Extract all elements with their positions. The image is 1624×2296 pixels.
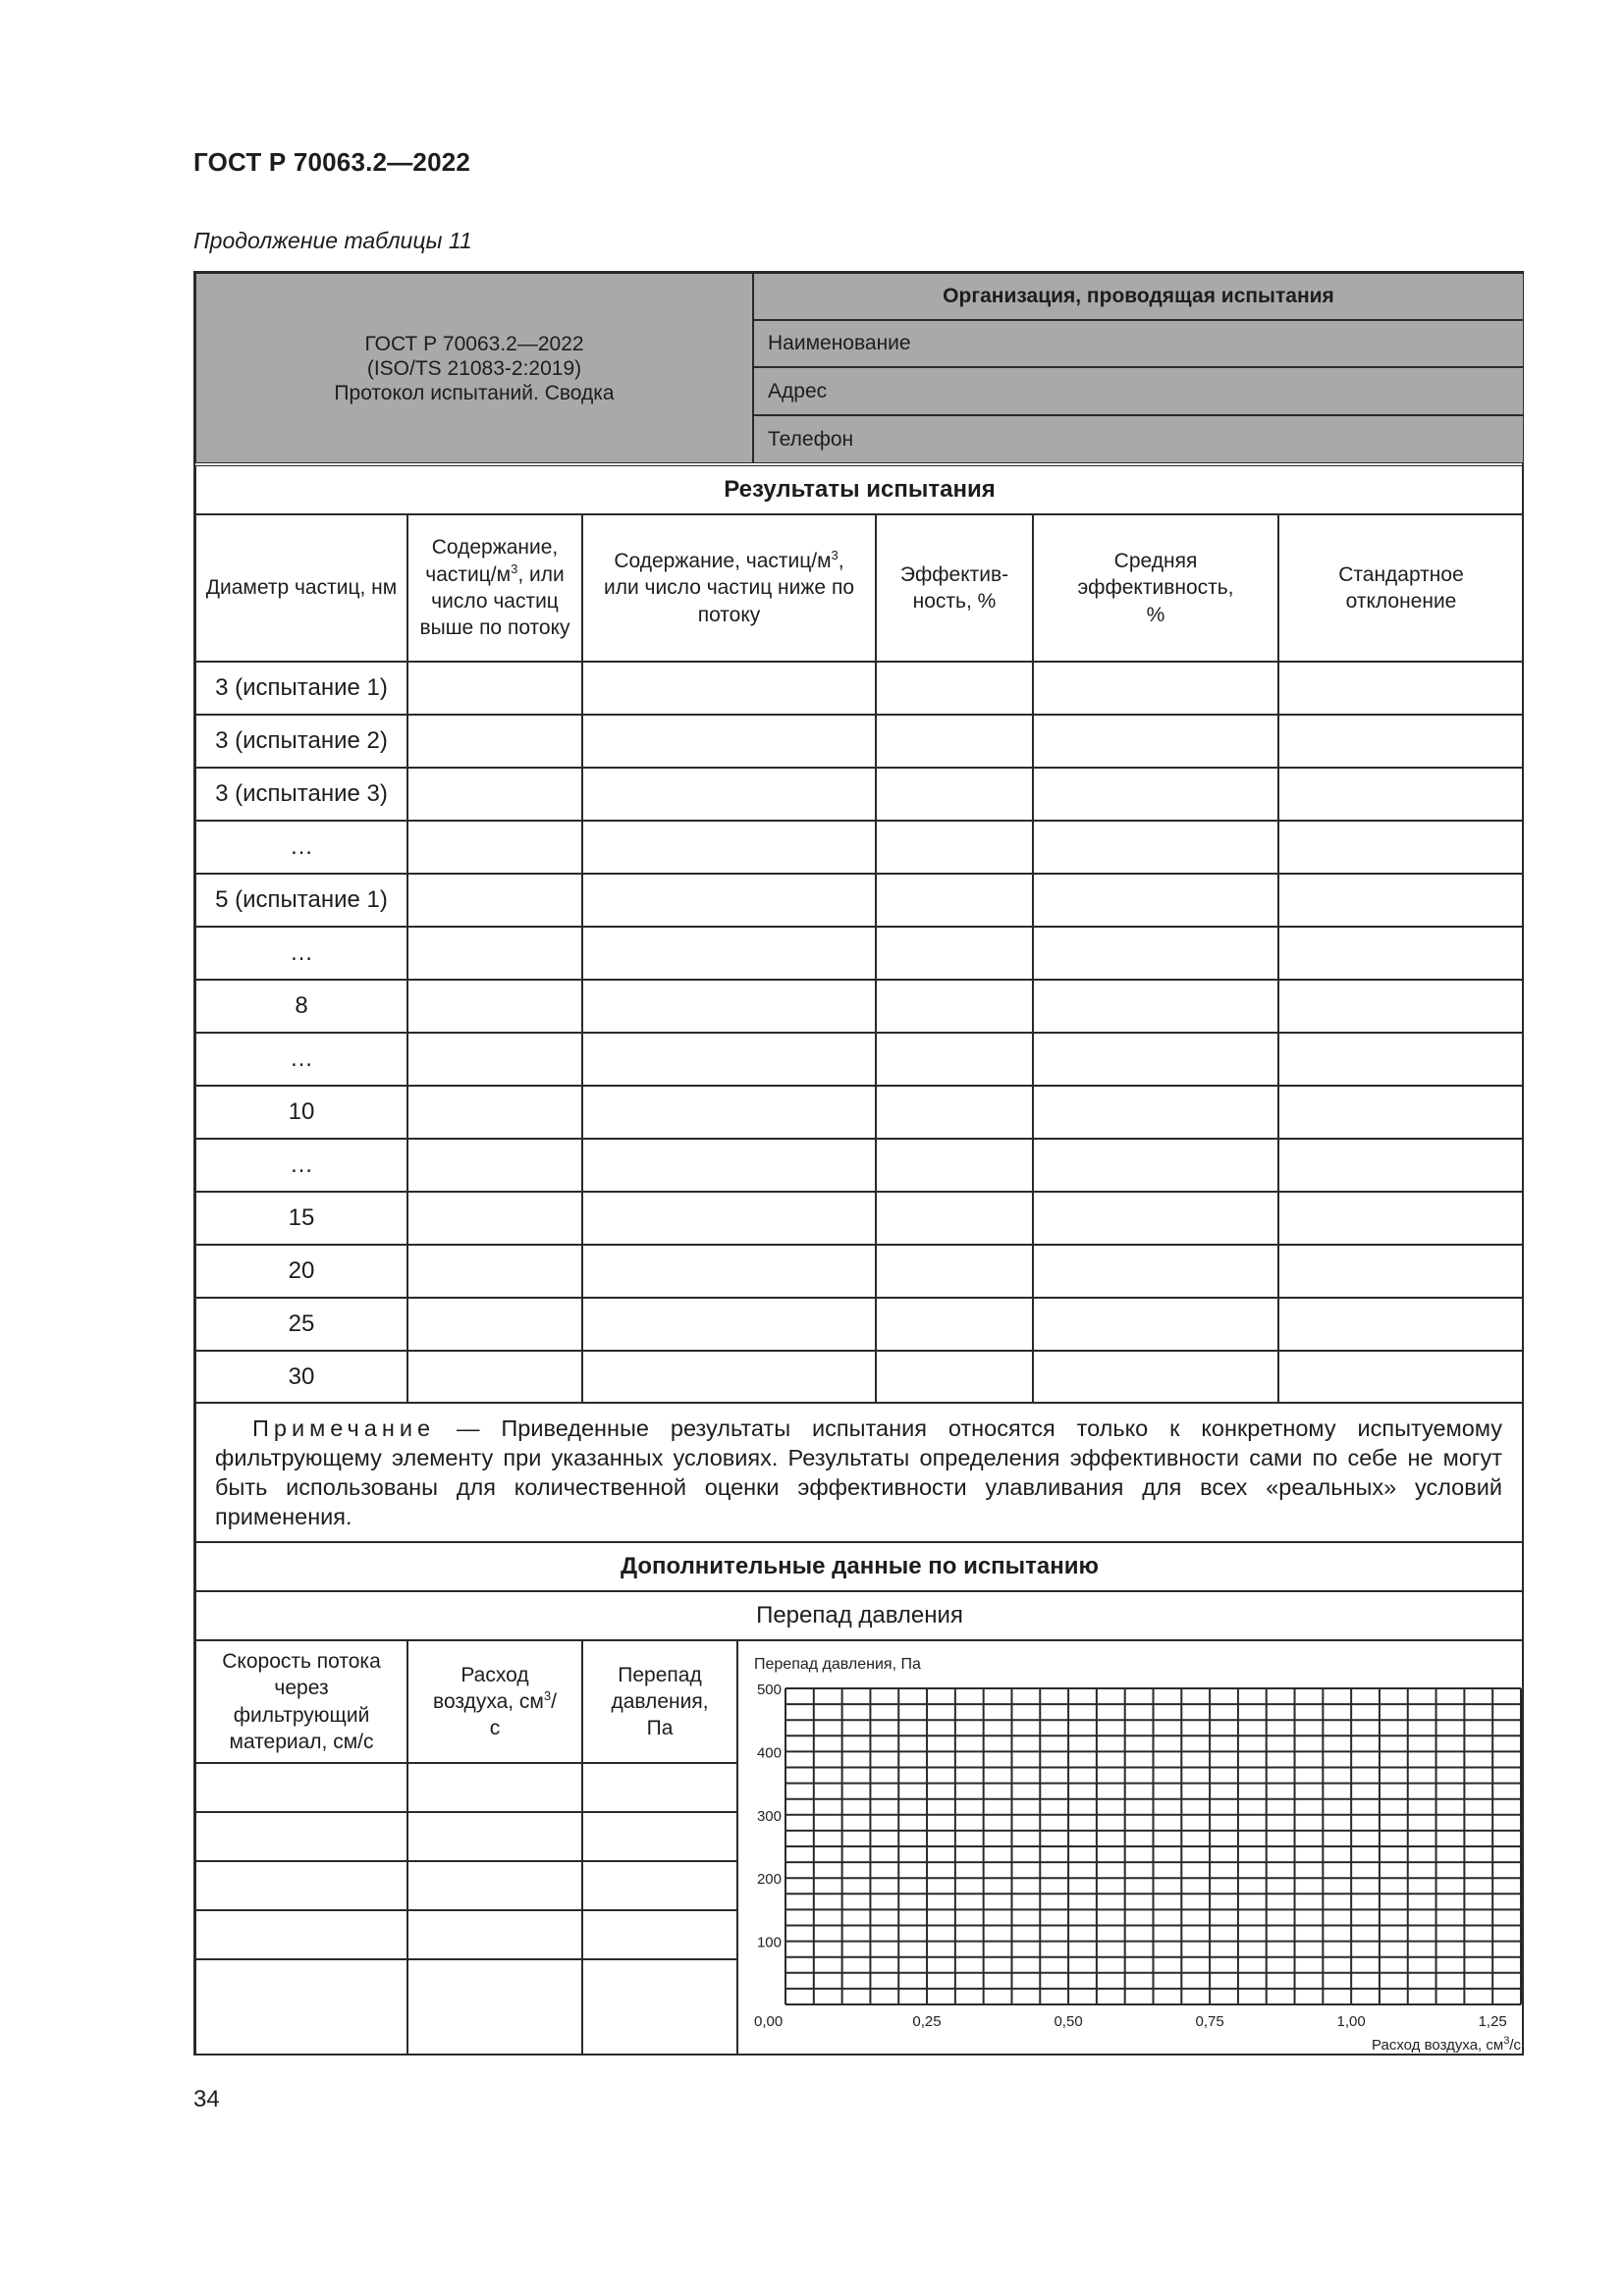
- col-header-efficiency-text: Эффектив-ность, %: [899, 562, 1009, 613]
- results-data-cell[interactable]: [582, 874, 876, 927]
- results-data-cell[interactable]: [876, 980, 1033, 1033]
- results-data-cell[interactable]: [407, 1351, 582, 1404]
- results-row-label-cell: [195, 980, 407, 1033]
- results-row-label: 3 (испытание 2): [215, 727, 388, 755]
- results-data-cell[interactable]: [876, 715, 1033, 768]
- results-row-label-cell: [195, 1139, 407, 1192]
- results-data-cell[interactable]: [582, 927, 876, 980]
- protocol-iso-ref: (ISO/TS 21083-2:2019): [366, 356, 582, 380]
- results-data-cell[interactable]: [1033, 1245, 1278, 1298]
- results-data-cell[interactable]: [876, 768, 1033, 821]
- results-data-cell[interactable]: [1278, 1298, 1524, 1351]
- results-data-cell[interactable]: [407, 980, 582, 1033]
- results-row-label-cell: [195, 1298, 407, 1351]
- additional-data-cell[interactable]: [195, 1910, 407, 1959]
- results-data-cell[interactable]: [407, 1192, 582, 1245]
- protocol-standard: ГОСТ Р 70063.2—2022: [364, 332, 584, 355]
- org-address-label: Адрес: [768, 379, 828, 402]
- results-data-cell[interactable]: [876, 1033, 1033, 1086]
- results-data-cell[interactable]: [876, 1192, 1033, 1245]
- results-data-cell[interactable]: [1278, 1139, 1524, 1192]
- results-row-label-cell: [195, 1086, 407, 1139]
- results-row-label: 8: [295, 992, 308, 1020]
- results-data-cell[interactable]: [582, 1351, 876, 1404]
- additional-title: Дополнительные данные по испытанию: [620, 1553, 1100, 1580]
- results-data-cell[interactable]: [876, 821, 1033, 874]
- results-row-label: 25: [288, 1310, 315, 1338]
- results-data-cell[interactable]: [1278, 821, 1524, 874]
- results-data-cell[interactable]: [407, 821, 582, 874]
- col-header-efficiency: [876, 514, 1033, 662]
- col-header-air-flow-text: Расход воздуха, $см^3/с$: [433, 1663, 557, 1740]
- results-data-cell[interactable]: [1278, 1086, 1524, 1139]
- chart-x-tick-label: 0,25: [912, 2013, 942, 2030]
- organization-title: Организация, проводящая испытания: [943, 285, 1334, 308]
- results-data-cell[interactable]: [1278, 1245, 1524, 1298]
- results-data-cell[interactable]: [407, 662, 582, 715]
- results-row-label-cell: [195, 1245, 407, 1298]
- note-text: [215, 1414, 1502, 1531]
- results-data-cell[interactable]: [582, 1139, 876, 1192]
- results-data-cell[interactable]: [1033, 662, 1278, 715]
- results-data-cell[interactable]: [1033, 874, 1278, 927]
- results-data-cell[interactable]: [582, 662, 876, 715]
- results-data-cell[interactable]: [1033, 1086, 1278, 1139]
- col-header-upstream: [407, 514, 582, 662]
- additional-data-cell[interactable]: [582, 1812, 737, 1861]
- results-data-cell[interactable]: [876, 1139, 1033, 1192]
- col-header-flow-velocity: [195, 1640, 407, 1763]
- additional-data-cell[interactable]: [582, 1763, 737, 1812]
- results-data-cell[interactable]: [1278, 874, 1524, 927]
- chart-y-tick-label: 500: [756, 1682, 782, 1698]
- col-header-air-flow: [407, 1640, 582, 1763]
- additional-data-cell[interactable]: [407, 1812, 582, 1861]
- results-data-cell[interactable]: [582, 1192, 876, 1245]
- results-data-cell[interactable]: [407, 1086, 582, 1139]
- results-data-cell[interactable]: [1278, 1192, 1524, 1245]
- results-data-cell[interactable]: [407, 715, 582, 768]
- col-header-mean-efficiency: [1033, 514, 1278, 662]
- col-header-downstream: [582, 514, 876, 662]
- results-row-label-cell: [195, 927, 407, 980]
- protocol-form: [193, 271, 1524, 2056]
- chart-x-tick-label: 0,00: [754, 2013, 784, 2030]
- results-row-label: …: [290, 1151, 313, 1179]
- results-row-label: 10: [288, 1098, 315, 1126]
- results-data-cell[interactable]: [1278, 927, 1524, 980]
- results-row-label-cell: [195, 1033, 407, 1086]
- results-data-cell[interactable]: [407, 768, 582, 821]
- col-header-diameter: [195, 514, 407, 662]
- additional-data-cell[interactable]: [582, 1910, 737, 1959]
- results-row-label: 3 (испытание 1): [215, 674, 388, 702]
- col-header-downstream-text: Содержание, частиц/$м^3$, или число частиц ниже по потоку: [604, 548, 854, 626]
- results-row-label-cell: [195, 874, 407, 927]
- results-data-cell[interactable]: [407, 927, 582, 980]
- col-header-mean-efficiency-text: Средняя эффективность, %: [1077, 550, 1234, 626]
- chart-y-tick-label: 300: [756, 1807, 782, 1825]
- results-title: Результаты испытания: [724, 476, 996, 504]
- results-row-label: …: [290, 939, 313, 967]
- pressure-drop-subtitle: Перепад давления: [756, 1602, 963, 1629]
- pressure-drop-subtitle-cell: [195, 1591, 1524, 1640]
- results-data-cell[interactable]: [1278, 1351, 1524, 1404]
- results-data-cell[interactable]: [1033, 1351, 1278, 1404]
- results-row-label: 3 (испытание 3): [215, 780, 388, 808]
- additional-title-cell: [195, 1542, 1524, 1591]
- results-data-cell[interactable]: [1278, 980, 1524, 1033]
- results-row-label-cell: [195, 1192, 407, 1245]
- protocol-title-box: [195, 273, 753, 463]
- col-header-upstream-text: Содержание, частиц/$м^3$, или число частиц выше по потоку: [419, 536, 570, 640]
- results-data-cell[interactable]: [407, 874, 582, 927]
- results-data-cell[interactable]: [407, 1139, 582, 1192]
- org-phone-label: Телефон: [768, 427, 854, 451]
- page-number: 34: [193, 2086, 220, 2112]
- col-header-flow-velocity-text: Скорость потока через фильтрующий материал, см/с: [222, 1649, 381, 1753]
- results-data-cell[interactable]: [876, 1351, 1033, 1404]
- results-data-cell[interactable]: [582, 1298, 876, 1351]
- additional-data-cell[interactable]: [582, 1959, 737, 2056]
- results-data-cell[interactable]: [582, 980, 876, 1033]
- results-row-label: 30: [288, 1363, 315, 1391]
- results-data-cell[interactable]: [876, 874, 1033, 927]
- results-data-cell[interactable]: [876, 662, 1033, 715]
- chart-x-tick-label: 0,75: [1195, 2013, 1224, 2030]
- results-data-cell[interactable]: [1033, 927, 1278, 980]
- note-body: — Приведенные результаты испытания относятся только к конкретному испытуемому фильтрующему элементу при указанных условиях. Результаты определения эффективности сами по себе не могут быть использованы для количественной оценки эффективности улавливания для всех «реальных» условий применения.: [215, 1415, 1502, 1529]
- results-row-label: 5 (испытание 1): [215, 886, 388, 914]
- results-row-label-cell: [195, 1351, 407, 1404]
- additional-data-cell[interactable]: [195, 1763, 407, 1812]
- results-row-label-cell: [195, 662, 407, 715]
- results-data-cell[interactable]: [1278, 768, 1524, 821]
- additional-data-cell[interactable]: [407, 1861, 582, 1910]
- document-header: ГОСТ Р 70063.2—2022: [193, 147, 471, 177]
- results-data-cell[interactable]: [876, 927, 1033, 980]
- org-phone-field[interactable]: [753, 415, 1524, 463]
- chart-x-tick-label: 1,00: [1336, 2013, 1366, 2030]
- results-row-label: …: [290, 1045, 313, 1073]
- org-address-field[interactable]: [753, 367, 1524, 415]
- results-data-cell[interactable]: [582, 715, 876, 768]
- results-data-cell[interactable]: [1033, 1298, 1278, 1351]
- results-data-cell[interactable]: [876, 1245, 1033, 1298]
- col-header-pressure-drop: [582, 1640, 737, 1763]
- results-data-cell[interactable]: [1278, 715, 1524, 768]
- results-row-label: 15: [288, 1204, 315, 1232]
- chart-x-tick-label: 0,50: [1054, 2013, 1083, 2030]
- note-label: Примечание: [252, 1415, 436, 1441]
- results-data-cell[interactable]: [876, 1086, 1033, 1139]
- protocol-title: Протокол испытаний. Сводка: [334, 381, 615, 404]
- org-name-field[interactable]: [753, 320, 1524, 367]
- additional-data-cell[interactable]: [407, 1763, 582, 1812]
- chart-x-axis-label: Расход воздуха, $см^3/с$: [1371, 2035, 1521, 2054]
- chart-y-axis-label: Перепад давления, Па: [754, 1656, 921, 1673]
- results-data-cell[interactable]: [1033, 1192, 1278, 1245]
- results-row-label-cell: [195, 821, 407, 874]
- pressure-drop-chart: [738, 1641, 1525, 2056]
- additional-data-cell[interactable]: [582, 1861, 737, 1910]
- results-data-cell[interactable]: [1278, 662, 1524, 715]
- results-data-cell[interactable]: [582, 1245, 876, 1298]
- chart-y-tick-label: 400: [756, 1744, 782, 1762]
- results-title-cell: [195, 465, 1524, 514]
- col-header-diameter-text: Диаметр частиц, нм: [205, 576, 398, 600]
- results-data-cell[interactable]: [1033, 1033, 1278, 1086]
- results-data-cell[interactable]: [407, 1298, 582, 1351]
- results-data-cell[interactable]: [582, 1033, 876, 1086]
- additional-data-cell[interactable]: [407, 1910, 582, 1959]
- results-data-cell[interactable]: [407, 1245, 582, 1298]
- col-header-std-dev: [1278, 514, 1524, 662]
- results-data-cell[interactable]: [1033, 715, 1278, 768]
- results-data-cell[interactable]: [1033, 821, 1278, 874]
- pressure-chart-panel: [737, 1640, 1524, 2056]
- results-row-label-cell: [195, 715, 407, 768]
- org-name-label: Наименование: [768, 332, 911, 354]
- results-data-cell[interactable]: [582, 1086, 876, 1139]
- results-row-label: 20: [288, 1257, 315, 1285]
- chart-y-tick-label: 200: [756, 1871, 782, 1889]
- additional-data-cell[interactable]: [195, 1861, 407, 1910]
- results-data-cell[interactable]: [407, 1033, 582, 1086]
- additional-data-cell[interactable]: [195, 1959, 407, 2056]
- organization-title-cell: [753, 273, 1524, 320]
- results-data-cell[interactable]: [1033, 1139, 1278, 1192]
- results-data-cell[interactable]: [876, 1298, 1033, 1351]
- additional-data-cell[interactable]: [195, 1812, 407, 1861]
- results-data-cell[interactable]: [1033, 768, 1278, 821]
- col-header-std-dev-text: Стандартное отклонение: [1338, 562, 1464, 613]
- results-data-cell[interactable]: [1033, 980, 1278, 1033]
- results-data-cell[interactable]: [582, 768, 876, 821]
- chart-x-tick-label: 1,25: [1478, 2013, 1507, 2030]
- additional-data-cell[interactable]: [407, 1959, 582, 2056]
- results-data-cell[interactable]: [1278, 1033, 1524, 1086]
- table-caption: Продолжение таблицы 11: [193, 228, 472, 253]
- chart-y-tick-label: 100: [756, 1934, 782, 1951]
- col-header-pressure-drop-text: Перепад давления, Па: [611, 1663, 709, 1740]
- results-data-cell[interactable]: [582, 821, 876, 874]
- results-row-label-cell: [195, 768, 407, 821]
- results-row-label: …: [290, 833, 313, 861]
